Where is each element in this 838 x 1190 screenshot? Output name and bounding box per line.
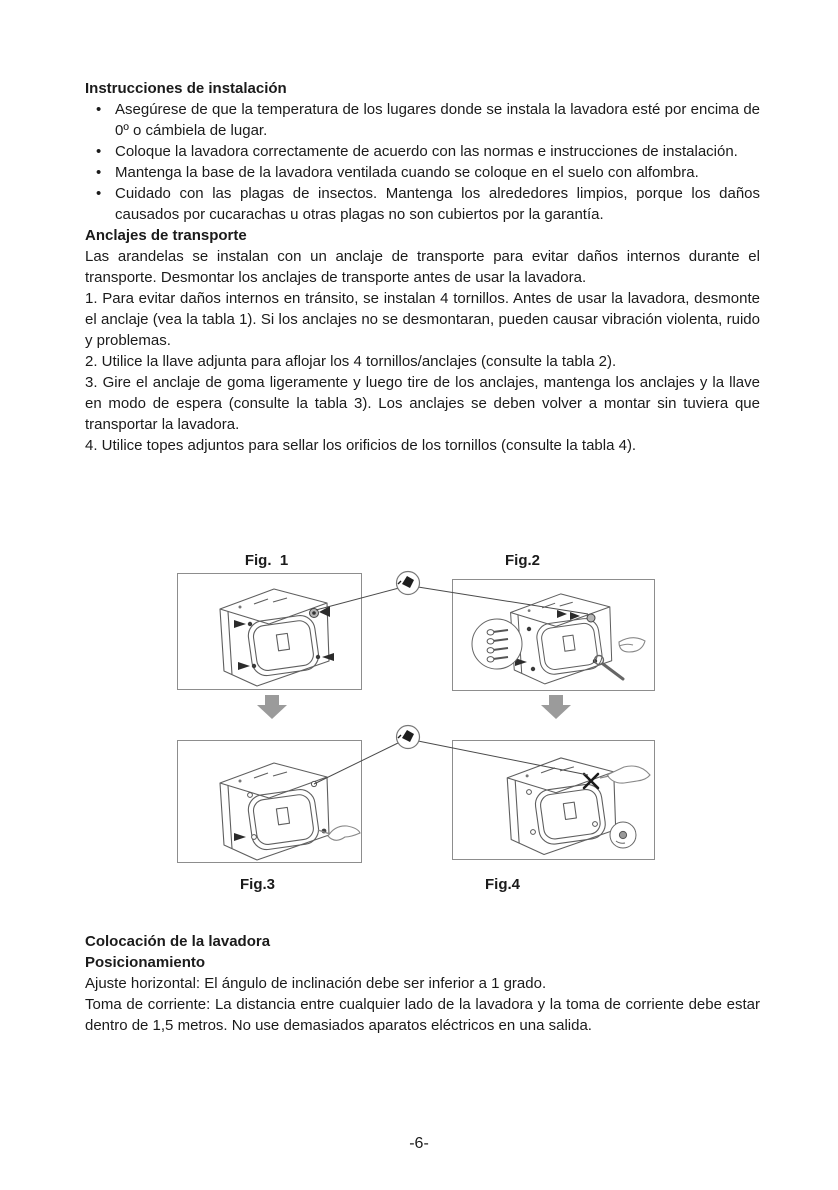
anchor-step: 1. Para evitar daños internos en tránsito, se instalan 4 tornillos. Antes de usar la lavadora, desmonte el anclaje (vea la tabla 1). Si los anclajes no se desmontaran, pueden causar vibración violenta, ruido y problemas. — [85, 290, 760, 349]
installation-bullet-list — [85, 99, 760, 225]
down-arrow-icon — [541, 695, 571, 719]
bullet-item: • Asegúrese de que la temperatura de los lugares donde se instala la lavadora esté por encima de 0º o cámbiela de lugar. — [85, 99, 760, 141]
anchors-heading: Anclajes de transporte — [85, 227, 247, 244]
figure4-label: Fig.4 — [484, 876, 520, 893]
figure-connectors-overlay — [0, 537, 838, 905]
washing-machine-cap-holes-illustration — [453, 741, 654, 859]
bullet-item: • Cuidado con las plagas de insectos. Mantenga los alrededores limpios, porque los daños causados por cucarachas u otras plagas no son cubiertos por la garantía. — [85, 183, 760, 225]
figure3-box — [177, 740, 362, 863]
main-text-column — [85, 78, 760, 456]
down-arrow-icon — [257, 695, 287, 719]
figure2-label: Fig.2 — [504, 552, 540, 569]
anchors-intro: Las arandelas se instalan con un anclaje de transporte para evitar daños internos durante el transporte. Desmontar los anclajes de transporte antes de usar la lavadora. — [85, 248, 760, 286]
positioning-heading: Posicionamiento — [85, 954, 206, 971]
power-outlet-line: Toma de corriente: La distancia entre cualquier lado de la lavadora y la toma de corriente debe estar dentro de 1,5 metros. No use demasiados aparatos eléctricos en una salida. — [85, 996, 760, 1034]
bolt-callout-icon — [397, 572, 420, 595]
washing-machine-wrench-illustration — [453, 580, 654, 690]
placement-heading: Colocación de la lavadora — [85, 933, 271, 950]
figure3-label: Fig.3 — [239, 876, 275, 893]
washing-machine-remove-anchor-illustration — [178, 741, 361, 862]
horizontal-adjust-line: Ajuste horizontal: El ángulo de inclinación debe ser inferior a 1 grado. — [85, 975, 547, 992]
figure2-box — [452, 579, 655, 691]
anchor-step: 4. Utilice topes adjuntos para sellar los orificios de los tornillos (consulte la tabla 4). — [85, 437, 637, 454]
placement-section — [85, 931, 760, 1036]
page-number: -6- — [409, 1135, 429, 1152]
figure1-label: Fig. 1 — [244, 552, 289, 569]
figure1-box — [177, 573, 362, 690]
figure4-box — [452, 740, 655, 860]
anchor-step: 3. Gire el anclaje de goma ligeramente y luego tire de los anclajes, mantenga los anclajes y la llave en modo de espera (consulte la tabla 3). Los anclajes se deben volver a montar sin tuviera que transportar la lavadora. — [85, 374, 760, 433]
bullet-item: • Coloque la lavadora correctamente de acuerdo con las normas e instrucciones de instalación. — [85, 141, 760, 162]
anchor-step: 2. Utilice la llave adjunta para aflojar los 4 tornillos/anclajes (consulte la tabla 2). — [85, 353, 617, 370]
bolt-callout-icon — [397, 726, 420, 749]
installation-heading: Instrucciones de instalación — [85, 80, 287, 97]
figures-area — [0, 537, 838, 905]
bolts-callout-circle — [472, 619, 522, 669]
bullet-item: • Mantenga la base de la lavadora ventilada cuando se coloque en el suelo con alfombra. — [85, 162, 760, 183]
washing-machine-rear-bolts-illustration — [178, 574, 361, 689]
cap-callout-circle — [610, 822, 636, 848]
